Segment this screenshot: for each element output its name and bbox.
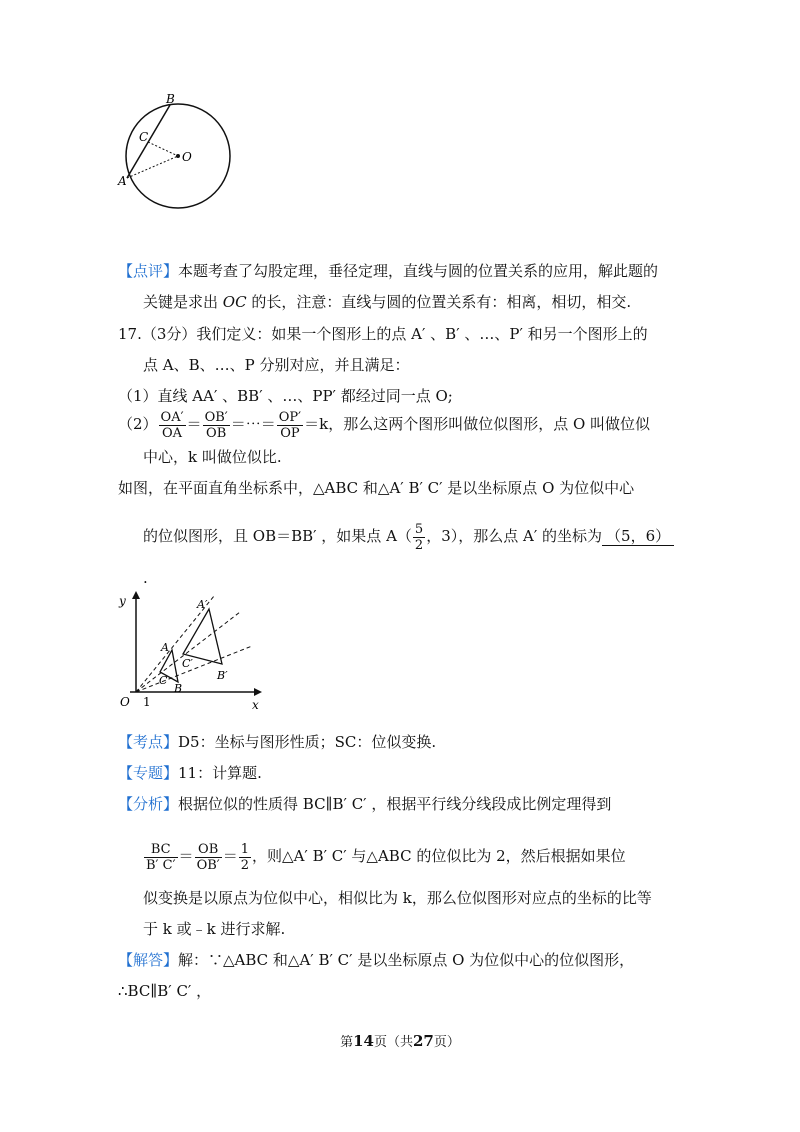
page-number: 14 bbox=[353, 1032, 374, 1050]
review-line-2 bbox=[143, 291, 631, 313]
zhuanti-text: 11：计算题. bbox=[178, 764, 262, 782]
frac-num: 1 bbox=[240, 841, 250, 857]
triangle-apbpcp bbox=[183, 609, 222, 664]
jieda-tag: 【解答】 bbox=[118, 951, 179, 969]
frac-den: 2 bbox=[414, 537, 424, 553]
frac-num: OB′ bbox=[204, 409, 228, 425]
fenxi-line-1 bbox=[118, 793, 611, 815]
footer-post: 页） bbox=[433, 1035, 460, 1050]
review-text-1: 本题考查了勾股定理，垂径定理，直线与圆的位置关系的应用，解此题的 bbox=[178, 262, 659, 280]
label-c: C bbox=[159, 674, 168, 687]
fraction-oa bbox=[159, 410, 186, 441]
label-b: B bbox=[174, 682, 183, 695]
fenxi-tag: 【分析】 bbox=[118, 795, 179, 813]
q17-line-2: 点 A、B、…、P 分别对应，并且满足： bbox=[143, 356, 410, 374]
eq-sign: ＝ bbox=[178, 847, 194, 865]
frac-den: OP bbox=[280, 425, 300, 441]
frac-den: OB′ bbox=[196, 857, 220, 873]
q17-dot: . bbox=[143, 569, 148, 587]
chord-ab bbox=[127, 105, 170, 178]
segment-oc bbox=[148, 142, 178, 156]
eq-sign: ＝ bbox=[186, 415, 202, 433]
page-total: 27 bbox=[413, 1032, 434, 1050]
frac-num: 5 bbox=[414, 521, 424, 537]
review-text-2a: 关键是求出 bbox=[143, 293, 223, 311]
frac-num: BC bbox=[144, 842, 178, 858]
zhuanti-line bbox=[118, 762, 262, 784]
q17-line-4 bbox=[118, 404, 650, 444]
segment-oa bbox=[127, 156, 178, 178]
frac-den: 2 bbox=[240, 857, 250, 873]
fenxi-line-3: 似变换是以原点为位似中心，相似比为 k，那么位似图形对应点的坐标的比等 bbox=[143, 889, 652, 907]
fraction-ob-ratio bbox=[195, 842, 222, 873]
eq-sign: ＝⋯＝ bbox=[230, 415, 276, 433]
frac-num: OB bbox=[195, 842, 222, 858]
label-origin: O bbox=[120, 695, 130, 709]
zhuanti-tag: 【专题】 bbox=[118, 764, 179, 782]
y-axis-arrow bbox=[132, 591, 140, 599]
label-x: x bbox=[252, 698, 259, 712]
review-tag: 【点评】 bbox=[118, 262, 179, 280]
answer-blank: （5，6） bbox=[602, 527, 674, 546]
label-a-prime: A′ bbox=[197, 598, 208, 611]
fraction-bc bbox=[144, 842, 178, 873]
fraction-five-halves bbox=[413, 522, 425, 553]
frac-den: OA bbox=[162, 425, 183, 441]
label-c: C bbox=[139, 130, 149, 144]
eq-sign: ＝ bbox=[304, 415, 320, 433]
label-a: A bbox=[118, 174, 127, 188]
review-line-1 bbox=[118, 260, 658, 282]
x-axis-arrow bbox=[254, 688, 262, 696]
q17-l4-pre: （2） bbox=[118, 415, 158, 433]
eq-sign: ＝ bbox=[222, 847, 238, 865]
fenxi-line-2 bbox=[143, 836, 626, 876]
center-point bbox=[176, 154, 180, 158]
frac-num: OA′ bbox=[160, 409, 184, 425]
fraction-op bbox=[277, 410, 303, 441]
review-text-2c: 的长，注意：直线与圆的位置关系有：相离，相切，相交. bbox=[246, 293, 632, 311]
footer-mid: 页（共 bbox=[373, 1035, 413, 1050]
kaodian-line bbox=[118, 731, 436, 753]
q17-line-6: 如图，在平面直角坐标系中，△ABC 和△A′ B′ C′ 是以坐标原点 O 为位似中心 bbox=[118, 479, 635, 497]
label-a: A bbox=[161, 641, 169, 654]
kaodian-text: D5：坐标与图形性质；SC：位似变换. bbox=[178, 733, 437, 751]
label-b: B bbox=[166, 92, 175, 106]
frac-den: OB bbox=[206, 425, 227, 441]
label-o: O bbox=[182, 150, 192, 164]
q17-line-3: （1）直线 AA′ 、BB′ 、…、PP′ 都经过同一点 O; bbox=[118, 387, 453, 405]
q17-l7-mid: ，3），那么点 A′ 的坐标为 bbox=[426, 527, 603, 545]
footer-pre: 第 bbox=[340, 1035, 354, 1050]
jieda-line-1 bbox=[118, 949, 634, 971]
kaodian-tag: 【考点】 bbox=[118, 733, 179, 751]
coordinate-figure bbox=[112, 588, 267, 713]
q17-line-5: 中心，k 叫做位似比. bbox=[143, 448, 282, 466]
page-footer bbox=[0, 1031, 800, 1050]
q17-line-7 bbox=[143, 516, 674, 556]
label-c-prime: C′ bbox=[182, 657, 193, 670]
fenxi-text-1: 根据位似的性质得 BC∥B′ C′ ，根据平行线分线段成比例定理得到 bbox=[178, 795, 612, 813]
label-b-prime: B′ bbox=[217, 669, 228, 682]
dashed-ray-b bbox=[136, 646, 252, 692]
jieda-text-1: 解：∵△ABC 和△A′ B′ C′ 是以坐标原点 O 为位似中心的位似图形， bbox=[178, 951, 635, 969]
label-one: 1 bbox=[143, 695, 151, 709]
review-text-2b: OC bbox=[222, 293, 247, 311]
fraction-half bbox=[239, 842, 251, 873]
fenxi-line-4: 于 k 或﹣k 进行求解. bbox=[143, 920, 286, 938]
label-y: y bbox=[119, 594, 126, 608]
fenxi-text-2: ，则△A′ B′ C′ 与△ABC 的位似比为 2，然后根据如果位 bbox=[252, 847, 626, 865]
q17-l7-pre: 的位似图形，且 OB＝BB′ ，如果点 A（ bbox=[143, 527, 412, 545]
jieda-line-2: ∴BC∥B′ C′ ， bbox=[118, 982, 212, 1000]
frac-den: B′ C′ bbox=[146, 857, 176, 873]
circle-figure bbox=[115, 90, 240, 215]
q17-l4-post: k，那么这两个图形叫做位似图形，点 O 叫做位似 bbox=[319, 415, 651, 433]
fraction-ob bbox=[203, 410, 230, 441]
q17-line-1: 17.（3分）我们定义：如果一个图形上的点 A′ 、B′ 、…、P′ 和另一个图形上的 bbox=[118, 325, 648, 343]
frac-num: OP′ bbox=[278, 409, 302, 425]
